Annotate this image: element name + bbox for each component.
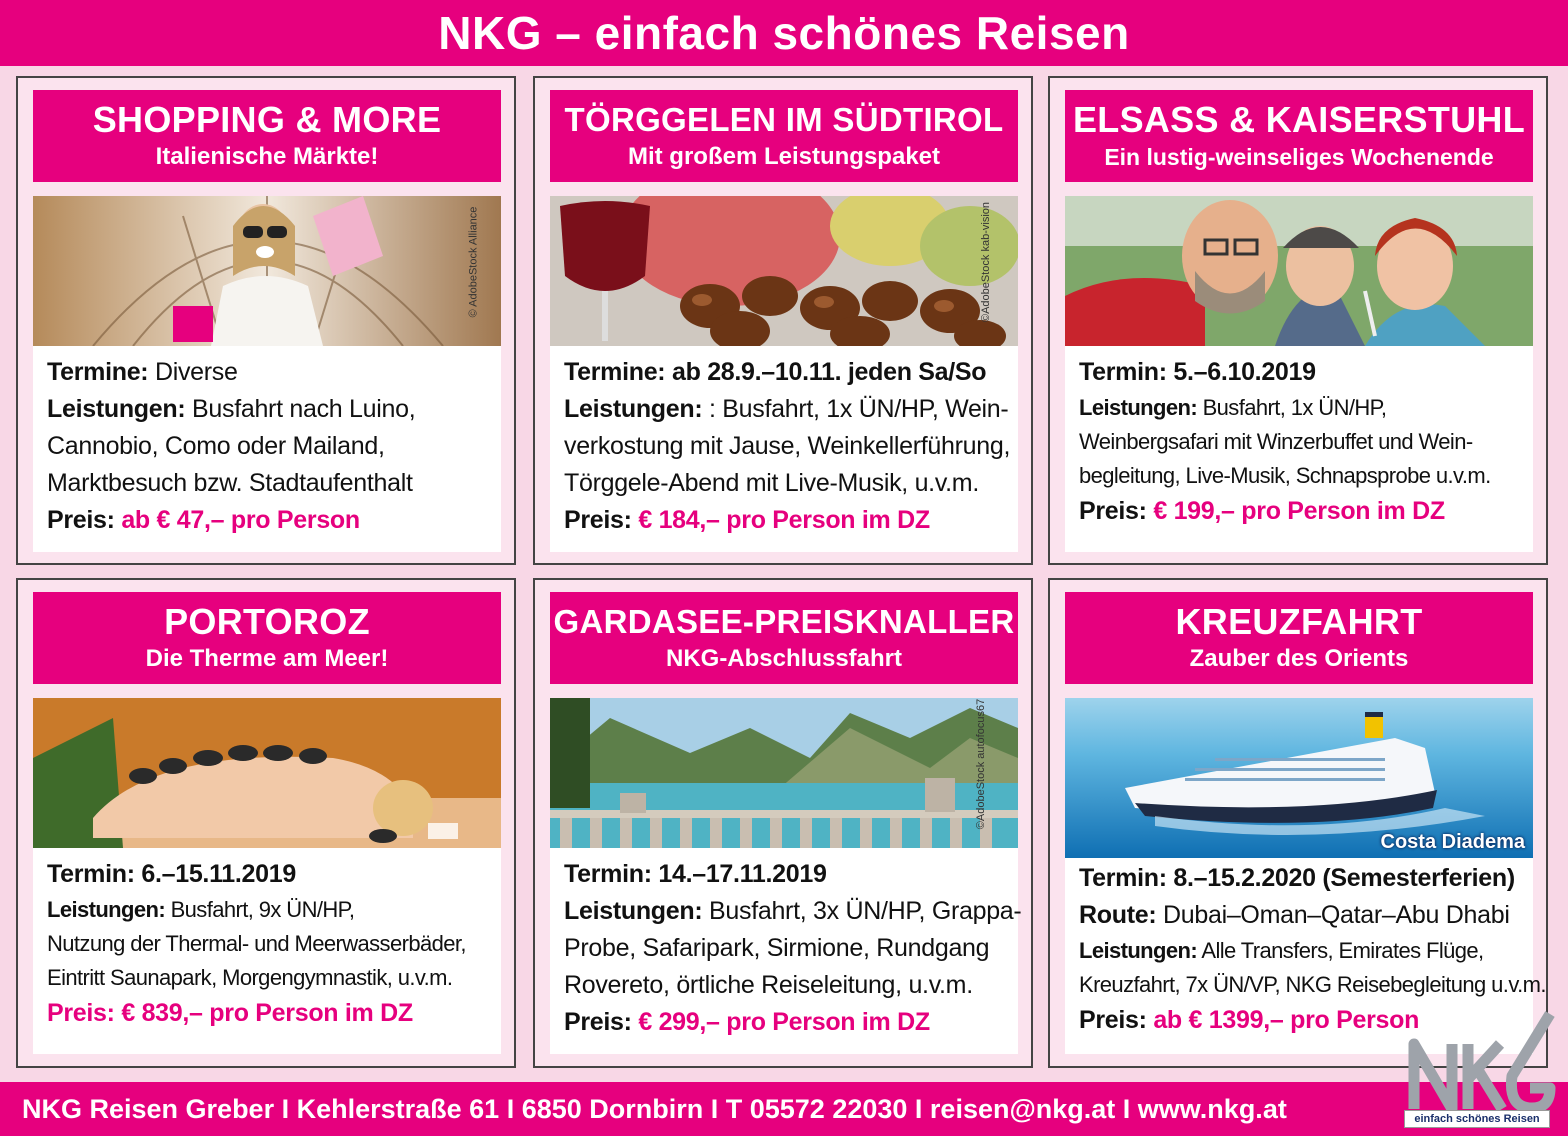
trip-card-kreuzfahrt[interactable] xyxy=(1048,578,1548,1068)
detail-line: Eintritt Saunapark, Morgengymnastik, u.v.m. xyxy=(47,965,453,990)
photo-credit: ©AdobeStock kab-vision xyxy=(979,201,992,323)
card-subtitle: Mit großem Leistungspaket xyxy=(627,143,941,170)
price-line: Preis: € 184,– pro Person im DZ xyxy=(564,506,930,534)
card-title: ELSASS & KAISERSTUHL xyxy=(1072,99,1526,140)
wine-friends-photo xyxy=(1065,196,1533,346)
card-title: KREUZFAHRT xyxy=(1175,601,1423,642)
detail-line: Termin: 8.–15.2.2020 (Semesterferien) xyxy=(1079,864,1515,892)
card-title: PORTOROZ xyxy=(164,601,370,642)
detail-line: Marktbesuch bzw. Stadtaufenthalt xyxy=(47,469,413,497)
contact-info: NKG Reisen Greber I Kehlerstraße 61 I 6850 Dornbirn I T 05572 22030 I reisen@nkg.at I www.nkg.at xyxy=(22,1094,1287,1124)
price-line: Preis: € 199,– pro Person im DZ xyxy=(1079,497,1445,525)
card-subtitle: NKG-Abschlussfahrt xyxy=(665,645,903,672)
price-line: Preis: € 299,– pro Person im DZ xyxy=(564,1008,930,1036)
price-line: Preis: ab € 47,– pro Person xyxy=(47,506,360,534)
detail-line: Nutzung der Thermal- und Meerwasserbäder, xyxy=(47,931,466,956)
card-title-box xyxy=(1065,90,1533,182)
page-header xyxy=(0,0,1568,66)
card-title-box xyxy=(550,592,1018,684)
nkg-logo xyxy=(1400,1004,1560,1134)
detail-line: Törggele-Abend mit Live-Musik, u.v.m. xyxy=(564,469,979,497)
contact-footer xyxy=(0,1082,1568,1136)
detail-line: Kreuzfahrt, 7x ÜN/VP, NKG Reisebegleitung u.v.m. xyxy=(1079,972,1546,997)
detail-line: Termin: 5.–6.10.2019 xyxy=(1079,358,1316,386)
card-subtitle: Zauber des Orients xyxy=(1189,645,1409,672)
price-line: Preis: € 839,– pro Person im DZ xyxy=(47,999,413,1027)
card-subtitle: Italienische Märkte! xyxy=(155,143,379,170)
detail-line: Rovereto, örtliche Reiseleitung, u.v.m. xyxy=(564,971,973,999)
card-details xyxy=(550,848,1022,1054)
card-details xyxy=(33,848,501,1054)
photo-credit: © AdobeStock Alliance xyxy=(467,206,480,318)
detail-line: Termine: ab 28.9.–10.11. jeden Sa/So xyxy=(564,358,987,386)
card-title-box xyxy=(33,592,501,684)
detail-line: Leistungen: Busfahrt, 9x ÜN/HP, xyxy=(47,897,355,922)
detail-line: Cannobio, Como oder Mailand, xyxy=(47,432,385,460)
shopping-photo xyxy=(33,196,501,346)
card-details xyxy=(33,346,501,552)
trip-card-shopping[interactable] xyxy=(16,76,516,565)
price-line: Preis: ab € 1399,– pro Person xyxy=(1079,1006,1420,1034)
ship-name-label: Costa Diadema xyxy=(1380,831,1525,853)
detail-line: verkostung mit Jause, Weinkellerführung, xyxy=(564,432,1011,460)
trip-card-gardasee[interactable] xyxy=(533,578,1033,1068)
detail-line: Leistungen: Busfahrt, 3x ÜN/HP, Grappa- xyxy=(564,897,1022,925)
detail-line: Leistungen: Busfahrt nach Luino, xyxy=(47,395,416,423)
cruise-ship-photo xyxy=(1065,698,1533,858)
detail-line: Termine: Diverse xyxy=(47,358,238,386)
detail-line: Termin: 6.–15.11.2019 xyxy=(47,860,296,888)
card-title: TÖRGGELEN IM SÜDTIROL xyxy=(564,101,1004,138)
detail-line: Probe, Safaripark, Sirmione, Rundgang xyxy=(564,934,990,962)
card-details xyxy=(550,346,1018,552)
logo-tagline: einfach schönes Reisen xyxy=(1404,1110,1550,1128)
card-title-box xyxy=(1065,592,1533,684)
detail-line: Leistungen: Busfahrt, 1x ÜN/HP, xyxy=(1079,395,1387,420)
card-title: SHOPPING & MORE xyxy=(92,99,442,140)
card-subtitle: Die Therme am Meer! xyxy=(145,645,389,672)
card-title-box xyxy=(550,90,1018,182)
lake-garda-photo xyxy=(550,698,1018,848)
detail-line: Termin: 14.–17.11.2019 xyxy=(564,860,827,888)
card-title-box xyxy=(33,90,501,182)
spa-stones-photo xyxy=(33,698,501,848)
detail-line: begleitung, Live-Musik, Schnapsprobe u.v.m. xyxy=(1079,463,1491,488)
trip-card-portoroz[interactable] xyxy=(16,578,516,1068)
card-details xyxy=(1065,346,1533,552)
trip-card-toerggelen[interactable] xyxy=(533,76,1033,565)
trip-card-elsass[interactable] xyxy=(1048,76,1548,565)
detail-line: Leistungen: : Busfahrt, 1x ÜN/HP, Wein- xyxy=(564,395,1009,423)
photo-credit: ©AdobeStock autofocus67 xyxy=(974,698,987,830)
logo-letters: NKG xyxy=(1480,1074,1483,1075)
detail-line: Leistungen: Alle Transfers, Emirates Flüge, xyxy=(1079,938,1484,963)
chestnut-wine-photo xyxy=(550,196,1018,346)
page-title: NKG – einfach schönes Reisen xyxy=(438,7,1130,59)
detail-line: Route: Dubai–Oman–Qatar–Abu Dhabi xyxy=(1079,901,1510,929)
detail-line: Weinbergsafari mit Winzerbuffet und Wein- xyxy=(1079,429,1473,454)
card-subtitle: Ein lustig-weinseliges Wochenende xyxy=(1104,144,1494,170)
card-title: GARDASEE-PREISKNALLER xyxy=(553,603,1015,640)
